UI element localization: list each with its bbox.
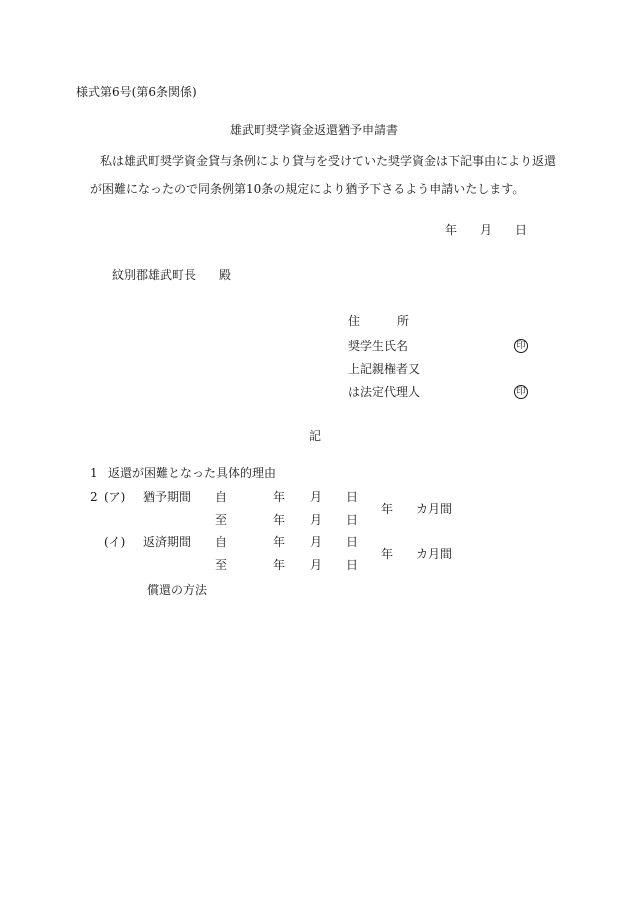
item2a-total-year: 年 [381,502,394,516]
ki-heading: 記 [309,429,322,443]
item2b-from: 自 [215,535,228,549]
date-day: 日 [515,223,528,237]
item2b-total-year: 年 [381,547,394,561]
guardian-seal: 印 [514,385,528,399]
guardian-label-1: 上記親権者又 [348,362,421,376]
addressee-name: 紋別郡雄武町長 [112,268,197,282]
item2a-to: 至 [215,513,228,527]
item2b-to-day: 日 [346,558,359,572]
body-line-1: 私は雄武町奨学資金貸与条例により貸与を受けていた奨学資金は下記事由により返還 [100,154,557,168]
item2a-to-year: 年 [273,513,286,527]
item2a-from-day: 日 [346,490,359,504]
item2a-label: 猶予期間 [143,490,192,504]
body-line-2: が困難になったので同条例第10条の規定により猶予下さるよう申請いたします。 [90,182,525,196]
date-year: 年 [445,223,458,237]
repayment-method-label: 償還の方法 [147,583,208,597]
item1-label: 返還が困難となった具体的理由 [108,466,277,480]
item2b-label: 返済期間 [143,535,192,549]
item2a-from-year: 年 [273,490,286,504]
item2-number: 2 [90,490,98,504]
addressee-honorific: 殿 [219,268,232,282]
item2b-from-day: 日 [346,535,359,549]
item2b-to-year: 年 [273,558,286,572]
item2b-to-month: 月 [310,558,323,572]
item2b-total-months: カ月間 [416,547,453,561]
item2a-total-months: カ月間 [416,502,453,516]
student-name-label: 奨学生氏名 [348,339,409,353]
item2b-from-month: 月 [310,535,323,549]
item2b-to: 至 [215,558,228,572]
item1-number: 1 [90,466,98,480]
item2a-mark: (ア) [104,490,126,504]
item2b-mark: (イ) [104,535,126,549]
item2b-from-year: 年 [273,535,286,549]
student-seal: 印 [514,339,528,353]
address-label-1: 住 [348,314,361,328]
guardian-label-2: は法定代理人 [348,385,421,399]
item2a-from: 自 [215,490,228,504]
item2a-to-month: 月 [310,513,323,527]
date-month: 月 [480,223,493,237]
item2a-from-month: 月 [310,490,323,504]
address-label-2: 所 [397,314,410,328]
document-title: 雄武町奨学資金返還猶予申請書 [230,123,399,137]
item2a-to-day: 日 [346,513,359,527]
form-number: 様式第6号(第6条関係) [76,85,197,99]
